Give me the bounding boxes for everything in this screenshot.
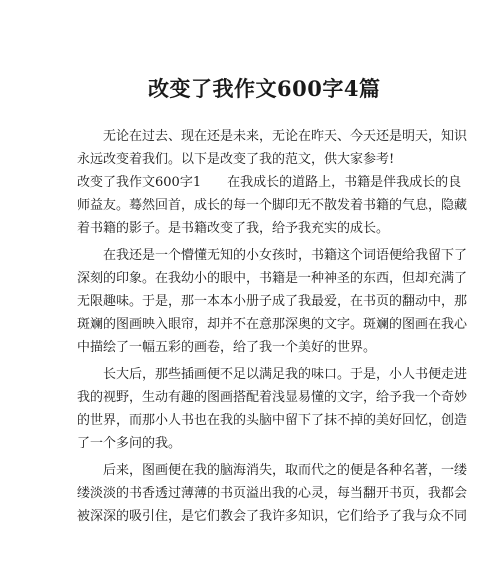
text-line: 师益友。蓦然回首，成长的每一个脚印无不散发着书籍的气息，隐藏 xyxy=(77,198,468,213)
text-line: 了一个多问的我。 xyxy=(77,436,182,451)
paragraph-growing-up xyxy=(77,363,468,455)
paragraph-later xyxy=(77,459,468,528)
text-line: 斑斓的图画映入眼帘，却并不在意那深奥的文字。斑斓的图画在我心 xyxy=(77,317,468,332)
paragraph-intro xyxy=(77,125,468,171)
text-line: 我的视野，生动有趣的图画搭配着浅显易懂的文字，给予我一个奇妙 xyxy=(77,390,468,405)
text-line: 中描绘了一幅五彩的画卷，给了我一个美好的世界。 xyxy=(77,340,377,355)
document-title: 改变了我作文600字4篇 xyxy=(148,76,381,101)
text-line: 改变了我作文600字1 在我成长的道路上，书籍是伴我成长的良 xyxy=(77,175,462,190)
text-line: 深刻的印象。在我幼小的眼中，书籍是一种神圣的东西，但却充满了 xyxy=(77,271,468,286)
text-line: 无限趣味。于是，那一本本小册子成了我最爱，在书页的翻动中，那 xyxy=(77,294,468,309)
text-line: 长大后，那些插画便不足以满足我的味口。于是，小人书便走进 xyxy=(103,367,468,382)
text-line: 无论在过去、现在还是未来，无论在昨天、今天还是明天，知识 xyxy=(103,129,468,144)
text-line: 永远改变着我们。以下是改变了我的范文，供大家参考! xyxy=(77,152,395,167)
paragraph-essay-1-opening xyxy=(77,171,468,240)
paragraph-childhood xyxy=(77,244,468,359)
text-line: 被深深的吸引住，是它们教会了我许多知识，它们给予了我与众不同 xyxy=(77,509,468,524)
text-line: 的世界，而那小人书也在我的头脑中留下了抹不掉的美好回忆，创造 xyxy=(77,413,468,428)
text-line: 在我还是一个懵懂无知的小女孩时，书籍这个词语便给我留下了 xyxy=(103,248,468,263)
text-line: 缕淡淡的书香透过薄薄的书页溢出我的心灵，每当翻开书页，我都会 xyxy=(77,486,468,501)
text-line: 着书籍的影子。是书籍改变了我，给予我充实的成长。 xyxy=(77,221,390,236)
text-line: 后来，图画便在我的脑海消失，取而代之的便是各种名著，一缕 xyxy=(103,463,468,478)
